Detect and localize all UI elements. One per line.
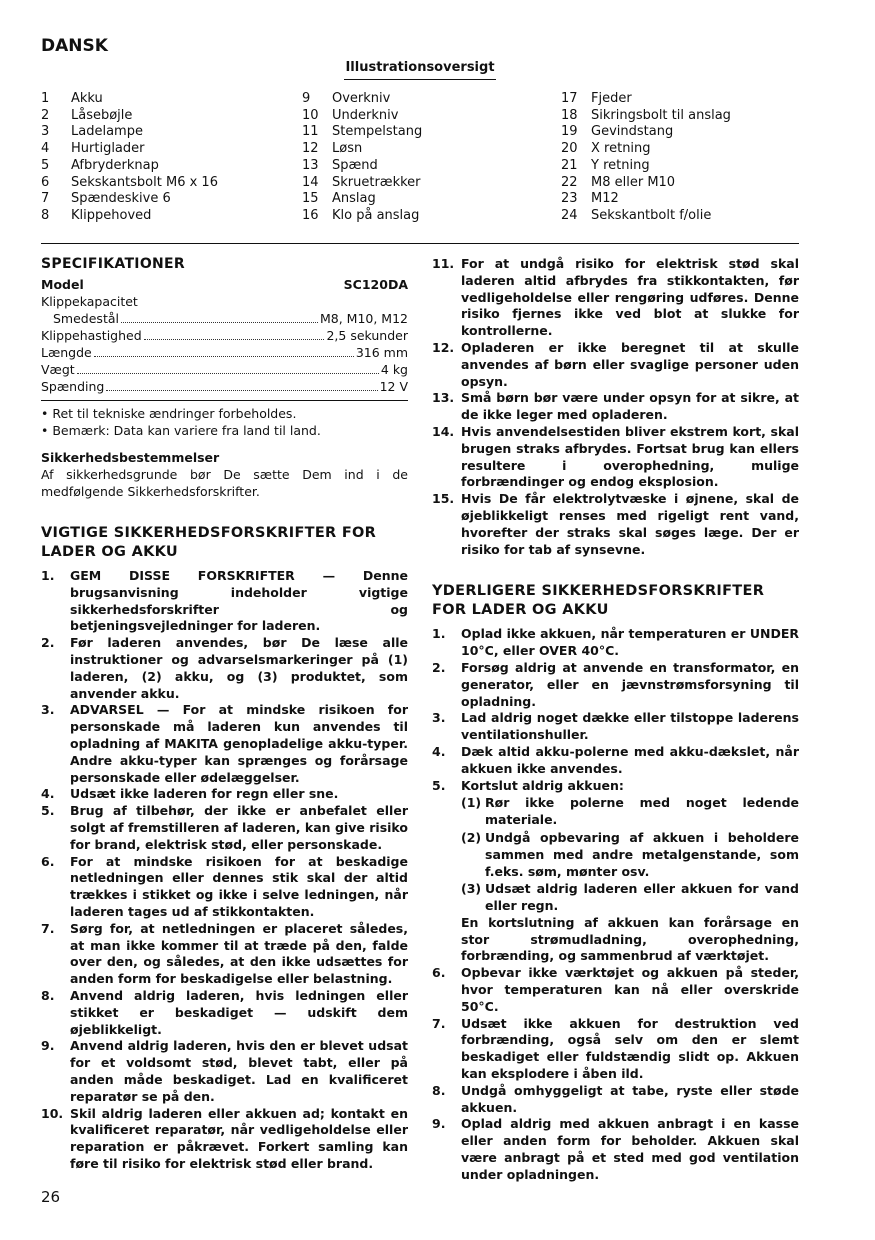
item-text: Oplad ikke akkuen, når temperaturen er UNDER 10°C, eller OVER 40°C. [461, 626, 799, 659]
illustration-label: Sikringsbolt til anslag [591, 107, 731, 123]
illustration-num: 14 [302, 174, 319, 190]
illustration-num: 20 [561, 141, 578, 157]
item-text: Opladeren er ikke beregnet til at skulle anvendes af børn eller svaglige personer uden opsyn. [461, 339, 799, 389]
item-num: 5. [41, 803, 55, 819]
item-num: 7. [432, 1015, 446, 1031]
item-num: (1) [461, 795, 482, 811]
sub-list-item [461, 795, 799, 829]
item-text: Rør ikke polerne med noget ledende materiale. [485, 795, 799, 828]
item-num: 6. [41, 853, 55, 869]
illustration-item [41, 175, 218, 192]
illustration-item [561, 141, 731, 158]
item-num: 9. [41, 1038, 55, 1054]
illustration-num: 8 [41, 207, 50, 223]
spec-label: Længde [41, 345, 92, 360]
sub-list-item [461, 881, 799, 915]
item-num: 5. [432, 777, 446, 793]
spec-steel-row [41, 310, 408, 327]
illustration-num: 11 [302, 124, 319, 140]
illustration-item [302, 91, 422, 108]
item-num: 10. [41, 1105, 64, 1121]
spec-label: Smedestål [53, 311, 119, 326]
left-column [41, 256, 408, 1173]
spec-note: • Bemærk: Data kan variere fra land til land. [41, 423, 321, 438]
list-item [41, 854, 408, 921]
illustration-item [41, 208, 218, 225]
list-item [432, 710, 799, 744]
spec-model-label: Model [41, 277, 84, 292]
item-text: Oplad aldrig med akkuen anbragt i en kasse eller anden form for beholder. Akkuen skal være anbragt på et sted med god ventilation under opladningen. [461, 1116, 799, 1182]
item-text: Forsøg aldrig at anvende en transformator, en generator, eller en jævnstrømsforsyning til opladning. [461, 659, 799, 709]
sub-paragraph: En kortslutning af akkuen kan forårsage en stor strømudladning, overophedning, forbrænding, og sammenbrud af værktøjet. [461, 914, 799, 964]
illustration-label: Akku [71, 91, 103, 106]
item-text: Sørg for, at netledningen er placeret således, at man ikke kommer til at træde på den, falde over den, og således, at den ikke udsættes for anden form for beskadigelse eller belastning. [70, 920, 408, 987]
spec-model-value: SC120DA [343, 277, 408, 292]
illustration-item [41, 191, 218, 208]
illustration-num: 7 [41, 191, 50, 207]
spec-weight-row [41, 361, 408, 378]
item-num: 3. [41, 702, 55, 718]
item-num: 7. [41, 920, 55, 936]
illustration-item [41, 124, 218, 141]
leader-dots [94, 356, 354, 357]
list-item [41, 568, 408, 635]
illustration-num: 23 [561, 191, 578, 207]
illustration-label: Spænd [332, 157, 378, 173]
additional-heading: YDERLIGERE SIKKERHEDSFORSKRIFTER FOR LADER OG AKKU [432, 583, 765, 619]
illustration-label: Overkniv [332, 91, 391, 106]
illustration-num: 6 [41, 174, 50, 190]
list-item [432, 256, 799, 340]
item-text: Anvend aldrig laderen, hvis ledningen eller stikket er beskadiget — udskift dem øjeblikkeligt. [70, 987, 408, 1037]
item-num: 15. [432, 491, 455, 507]
illustration-item [561, 175, 731, 192]
illustration-num: 3 [41, 124, 50, 140]
list-item [41, 1038, 408, 1105]
list-item [432, 424, 799, 491]
item-text: Anvend aldrig laderen, hvis den er blevet udsat for et voldsomt stød, blevet tabt, eller på anden måde beskadiget. Lad en kvalificeret reparatør se på den. [70, 1038, 408, 1104]
leader-dots [144, 339, 325, 340]
spec-value: 2,5 sekunder [326, 328, 408, 343]
spec-label: Vægt [41, 362, 75, 377]
language-heading: DANSK [41, 36, 108, 56]
list-item [41, 988, 408, 1038]
list-item [432, 491, 799, 558]
list-item [432, 744, 799, 778]
item-num: (3) [461, 881, 482, 897]
illustration-num: 22 [561, 174, 578, 190]
illustration-label: Gevindstang [591, 124, 674, 140]
list-item [41, 1106, 408, 1173]
illustration-label: Skruetrækker [332, 174, 421, 190]
spec-length-row [41, 344, 408, 361]
illustration-label: Løsn [332, 141, 363, 157]
illustration-label: Sekskantsbolt M6 x 16 [71, 174, 218, 190]
item-num: 4. [41, 786, 55, 802]
illustration-label: Hurtiglader [71, 141, 145, 157]
illustration-item [561, 158, 731, 175]
item-text: Hvis De får elektrolytvæske i øjnene, skal de øjeblikkeligt renses med rigeligt rent vand, hvorefter der straks skal søges læge. Der er risiko for tab af synsevne. [461, 491, 799, 557]
spec-value: 12 V [379, 379, 408, 394]
item-text: Hvis anvendelsestiden bliver ekstrem kort, skal brugen straks afbrydes. Fortsat brug kan ellers resultere i overophedning, mulige forbrændinger og endog eksplosion. [461, 423, 799, 490]
list-item [432, 660, 799, 710]
illustration-num: 12 [302, 141, 319, 157]
list-item [432, 390, 799, 424]
item-text: For at undgå risiko for elektrisk stød skal laderen altid afbrydes fra stikkontakten, før vedligeholdelse eller rengøring udføres. Denne risiko fjernes ikke ved blot at slukke for kontrollerne. [461, 256, 799, 339]
list-item [41, 803, 408, 853]
illustration-num: 21 [561, 157, 578, 173]
illustration-label: Y retning [591, 157, 650, 173]
illustration-item [561, 124, 731, 141]
specs-heading: SPECIFIKATIONER [41, 256, 185, 272]
illustration-item [302, 208, 422, 225]
list-item [432, 965, 799, 1015]
spec-model-row [41, 276, 408, 293]
item-text: Lad aldrig noget dække eller tilstoppe laderens ventilationshuller. [461, 710, 799, 743]
spec-speed-row [41, 327, 408, 344]
illustration-label: Låsebøjle [71, 107, 133, 123]
divider [41, 243, 799, 244]
leader-dots [106, 390, 377, 391]
illustration-label: Fjeder [591, 91, 632, 106]
illustration-item [41, 108, 218, 125]
item-num: (2) [461, 829, 482, 845]
illustration-label: Klippehoved [71, 207, 152, 223]
spec-label: Klippehastighed [41, 328, 142, 343]
list-item [41, 786, 408, 803]
illustration-item [302, 124, 422, 141]
list-item [432, 1083, 799, 1117]
illustration-num: 15 [302, 191, 319, 207]
illustration-num: 18 [561, 107, 578, 123]
item-text: GEM DISSE FORSKRIFTER — Denne brugsanvisning indeholder vigtige sikkerhedsforskrifter og betjeningsvejledninger for laderen. [70, 568, 408, 634]
important-heading: VIGTIGE SIKKERHEDSFORSKRIFTER FOR LADER OG AKKU [41, 525, 377, 560]
illustration-label: M12 [591, 191, 619, 207]
illustration-title: Illustrationsoversigt [344, 60, 496, 80]
illustration-label: Sekskantbolt f/olie [591, 207, 712, 223]
illustration-item [561, 208, 731, 225]
item-text: Skil aldrig laderen eller akkuen ad; kontakt en kvalificeret reparatør, når vedligeholdelse eller reparation er påkrævet. Forkert samling kan føre til risiko for elektrisk stød eller brand. [70, 1105, 408, 1171]
item-text: Kortslut aldrig akkuen: [461, 777, 624, 793]
item-text: Udsæt aldrig laderen eller akkuen for vand eller regn. [485, 881, 799, 914]
item-num: 1. [41, 568, 55, 583]
item-num: 1. [432, 626, 446, 642]
item-num: 8. [432, 1082, 446, 1098]
illustration-col-2 [302, 91, 422, 225]
illustration-label: Ladelampe [71, 124, 143, 140]
page-number: 26 [41, 1188, 61, 1206]
illustration-num: 13 [302, 157, 319, 173]
list-item [41, 921, 408, 988]
illustration-item [561, 91, 731, 108]
illustration-num: 5 [41, 157, 50, 173]
illustration-item [41, 91, 218, 108]
illustration-num: 19 [561, 124, 578, 140]
illustration-item [302, 191, 422, 208]
illustration-item [41, 141, 218, 158]
item-text: Små børn bør være under opsyn for at sikre, at de ikke leger med opladeren. [461, 390, 799, 423]
illustration-item [561, 108, 731, 125]
illustration-label: Afbryderknap [71, 157, 159, 173]
spec-value: M8, M10, M12 [319, 311, 408, 326]
illustration-item [561, 191, 731, 208]
item-text: Opbevar ikke værktøjet og akkuen på steder, hvor temperaturen kan nå eller overskride 50°C. [461, 965, 799, 1014]
item-text: Dæk altid akku-polerne med akku-dækslet, når akkuen ikke anvendes. [461, 743, 799, 776]
item-text: ADVARSEL — For at mindske risikoen for personskade må laderen kun anvendes til opladning af MAKITA genopladelige akku-typer. Andre akku-typer kan sprænges og forårsage personskade eller ødelæggelser. [70, 702, 408, 785]
illustration-num: 10 [302, 107, 319, 123]
illustration-label: Stempelstang [332, 124, 423, 140]
illustration-label: Anslag [332, 191, 376, 207]
spec-value: 316 mm [355, 345, 408, 360]
illustration-num: 4 [41, 141, 50, 157]
list-item [41, 702, 408, 786]
illustration-item [302, 141, 422, 158]
leader-dots [77, 373, 379, 374]
illustration-label: Klo på anslag [332, 207, 420, 223]
leader-dots [121, 322, 318, 323]
item-text: Før laderen anvendes, bør De læse alle instruktioner og advarselsmarkeringer på (1) laderen, (2) akku, og (3) produktet, som anvender akku. [70, 635, 408, 701]
illustration-label: Spændeskive 6 [71, 191, 171, 207]
illustration-item [302, 158, 422, 175]
illustration-item [41, 158, 218, 175]
sub-list-item [461, 830, 799, 880]
safety-heading: Sikkerhedsbestemmelser [41, 450, 220, 465]
item-text: Brug af tilbehør, der ikke er anbefalet eller solgt af fremstilleren af laderen, kan give risiko for brand, elektrisk stød, eller personskade. [70, 803, 408, 852]
illustration-item [302, 175, 422, 192]
item-num: 13. [432, 390, 455, 406]
list-item [432, 1116, 799, 1183]
illustration-num: 24 [561, 207, 578, 223]
illustration-num: 1 [41, 91, 50, 106]
illustration-num: 9 [302, 91, 311, 106]
list-item [432, 778, 799, 795]
item-text: Undgå omhyggeligt at tabe, ryste eller støde akkuen. [461, 1082, 799, 1115]
item-text: Udsæt ikke laderen for regn eller sne. [70, 786, 339, 802]
illustration-label: Underkniv [332, 107, 399, 123]
illustration-label: X retning [591, 141, 651, 157]
spec-voltage-row [41, 378, 408, 395]
item-num: 3. [432, 710, 446, 726]
item-num: 8. [41, 987, 55, 1003]
illustration-num: 16 [302, 207, 319, 223]
item-num: 2. [41, 635, 55, 651]
list-item [432, 340, 799, 390]
right-column [432, 256, 799, 1184]
spec-capacity-label: Klippekapacitet [41, 294, 138, 309]
item-num: 9. [432, 1116, 446, 1132]
item-text: Undgå opbevaring af akkuen i beholdere sammen med andre metalgenstande, som f.eks. søm, mønter osv. [485, 829, 799, 879]
list-item [432, 1016, 799, 1083]
item-num: 14. [432, 423, 455, 439]
spec-note: • Ret til tekniske ændringer forbeholdes. [41, 406, 297, 421]
safety-text: Af sikkerhedsgrunde bør De sætte Dem ind i de medfølgende Sikkerhedsforskrifter. [41, 467, 408, 499]
illustration-col-3 [561, 91, 731, 225]
spec-value: 4 kg [380, 362, 408, 377]
item-num: 11. [432, 256, 455, 271]
divider [41, 400, 408, 401]
illustration-num: 2 [41, 107, 50, 123]
list-item [432, 626, 799, 660]
item-num: 4. [432, 743, 446, 759]
illustration-col-1 [41, 91, 218, 225]
item-num: 12. [432, 339, 455, 355]
spec-label: Spænding [41, 379, 105, 394]
illustration-item [302, 108, 422, 125]
illustration-num: 17 [561, 91, 578, 106]
illustration-label: M8 eller M10 [591, 174, 676, 190]
item-num: 6. [432, 965, 446, 981]
item-num: 2. [432, 659, 446, 675]
list-item [41, 635, 408, 702]
item-text: Udsæt ikke akkuen for destruktion ved forbrænding, også selv om den er slemt beskadiget eller fuldstændig slidt op. Akkuen kan eksplodere i åben ild. [461, 1015, 799, 1082]
item-text: For at mindske risikoen for at beskadige netledningen eller dennes stik skal der altid trækkes i stikket og ikke i selve ledningen, når laderen tages ud af stikkontakten. [70, 853, 408, 919]
